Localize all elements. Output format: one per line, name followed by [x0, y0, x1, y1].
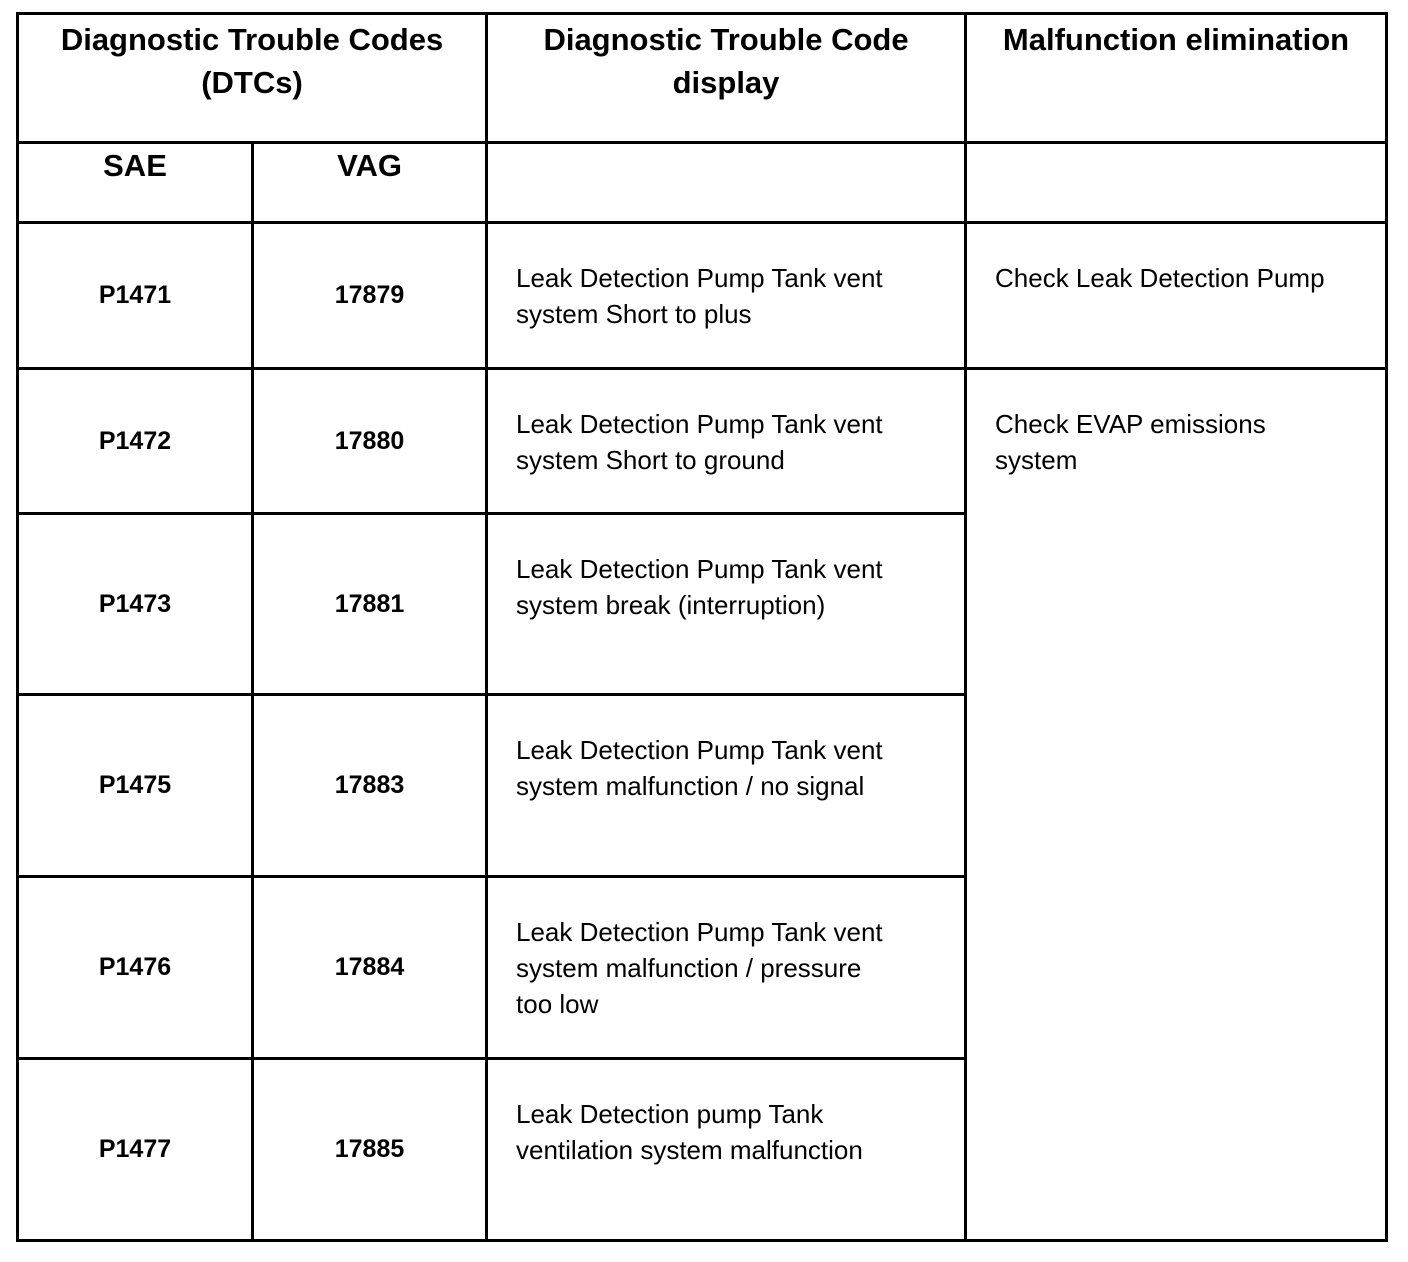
- sae-code: P1477: [18, 1059, 253, 1241]
- subheader-row: [18, 143, 1387, 223]
- code-display-text: Leak Detection pump Tank ventilation system malfunction: [516, 1099, 863, 1165]
- code-display-text: Leak Detection Pump Tank vent system break (interruption): [516, 554, 883, 620]
- code-display-text: Leak Detection Pump Tank vent system malfunction / no signal: [516, 735, 883, 801]
- table-row: [18, 223, 1387, 369]
- empty-cell: [487, 143, 966, 223]
- elimination-header: Malfunction elimination: [966, 14, 1387, 143]
- code-display: [487, 223, 966, 369]
- dtc-group-header: Diagnostic Trouble Codes (DTCs): [18, 14, 487, 143]
- table-row: [18, 369, 1387, 514]
- code-display: [487, 1059, 966, 1241]
- vag-code: 17884: [253, 877, 487, 1059]
- header-row: [18, 14, 1387, 143]
- code-display: [487, 369, 966, 514]
- code-display: [487, 695, 966, 877]
- elimination-cell: [966, 369, 1387, 1241]
- sae-code: P1472: [18, 369, 253, 514]
- dtc-table: [16, 12, 1388, 1242]
- elimination-cell: [966, 223, 1387, 369]
- sae-header: SAE: [18, 143, 253, 223]
- vag-code: 17881: [253, 514, 487, 695]
- vag-code: 17879: [253, 223, 487, 369]
- elimination-text: Check Leak Detection Pump: [995, 263, 1325, 293]
- vag-header: VAG: [253, 143, 487, 223]
- code-display: [487, 514, 966, 695]
- sae-code: P1471: [18, 223, 253, 369]
- elimination-text: Check EVAP emissions system: [995, 409, 1266, 475]
- code-display-text: Leak Detection Pump Tank vent system Short to ground: [516, 409, 883, 475]
- code-display-text: Leak Detection Pump Tank vent system Short to plus: [516, 263, 883, 329]
- code-display: [487, 877, 966, 1059]
- sae-code: P1475: [18, 695, 253, 877]
- display-header: Diagnostic Trouble Code display: [487, 14, 966, 143]
- vag-code: 17883: [253, 695, 487, 877]
- sae-code: P1476: [18, 877, 253, 1059]
- vag-code: 17885: [253, 1059, 487, 1241]
- code-display-text: Leak Detection Pump Tank vent system malfunction / pressure too low: [516, 917, 883, 1019]
- vag-code: 17880: [253, 369, 487, 514]
- empty-cell: [966, 143, 1387, 223]
- sae-code: P1473: [18, 514, 253, 695]
